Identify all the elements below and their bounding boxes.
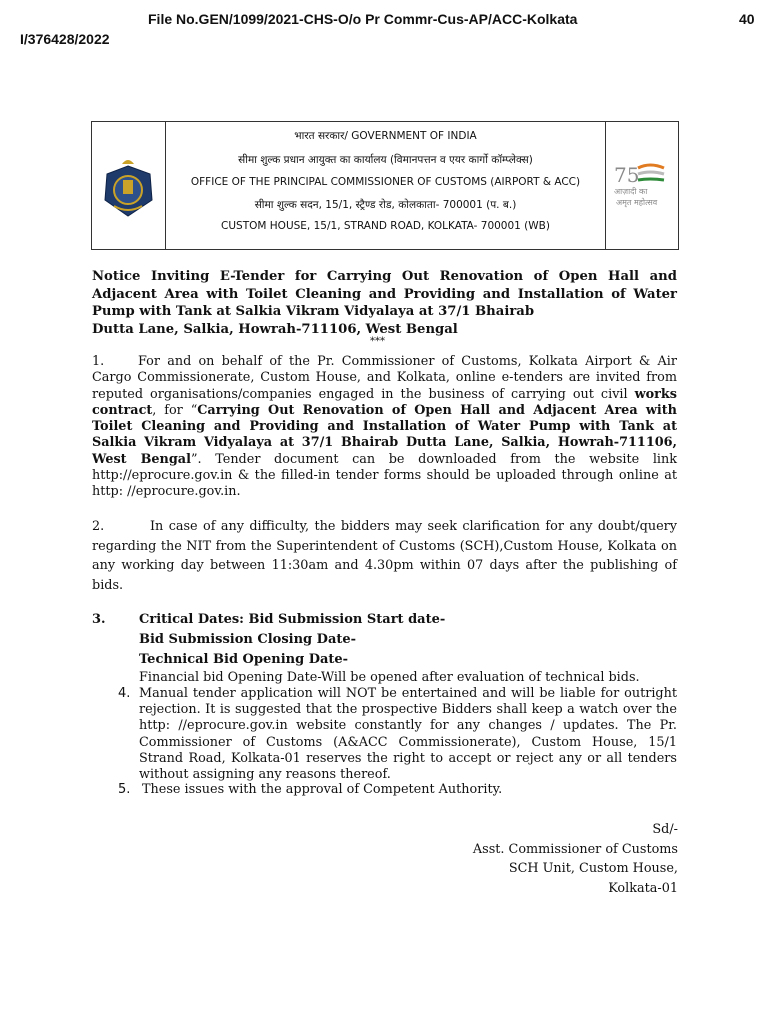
letterhead-line-govt: भारत सरकार/ GOVERNMENT OF INDIA xyxy=(294,130,477,142)
section-3-number: 3. xyxy=(92,612,106,627)
notice-title xyxy=(92,268,677,338)
item-4-text: Manual tender application will NOT be entertained and will be liable for outright rejection. It is suggested that the prospective Bidders shall keep a watch over the http: //eprocure.gov.in website constantly for any changes / updates. The Pr. Commissioner of Customs (A&ACC Commissionerate), Custom House, 15/1 Strand Road, Kolkata-01 reserves the right to accept or reject any or all tenders without assigning any reasons thereof. xyxy=(139,686,677,783)
letterhead-line-office-hindi: सीमा शुल्क प्रधान आयुक्त का कार्यालय (विमानपत्तन व एयर कार्गो कॉम्प्लेक्स) xyxy=(238,154,533,166)
paragraph-2-text: In case of any difficulty, the bidders may seek clarification for any doubt/query regarding the NIT from the Superintendent of Customs (SCH),Custom House, Kolkata on any working day between 11:30am and 4.30pm within 07 days after the publishing of bids. xyxy=(92,519,677,593)
azadi-logo-text-1: आज़ादी का xyxy=(614,187,648,196)
azadi-logo-cell xyxy=(605,122,678,249)
paragraph-1-text-c: , for “ xyxy=(152,402,198,418)
emblem-cell xyxy=(92,122,166,249)
paragraph-1-text-a: For and on behalf of the Pr. Commissioner of Customs, Kolkata Airport & Air Cargo Commissionerate, Custom House, and Kolkata, online e-tenders are invited from reputed organisations/companies engaged in the business of carrying out civil xyxy=(92,354,677,402)
customs-emblem-icon xyxy=(92,122,165,249)
letterhead-box xyxy=(91,121,679,250)
notice-title-main: Notice Inviting E-Tender for Carrying Out Renovation of Open Hall and Adjacent Area with Toilet Cleaning and Providing and Installation of Water Pump with Tank at Salkia Vikram Vidyalaya at 37/1 Bhairab xyxy=(92,269,677,319)
critical-dates-technical: Technical Bid Opening Date- xyxy=(139,652,349,667)
file-number: File No.GEN/1099/2021-CHS-O/o Pr Commr-Cus-AP/ACC-Kolkata xyxy=(148,11,578,27)
paragraph-1-number: 1. xyxy=(92,354,105,369)
critical-dates-financial: Financial bid Opening Date-Will be opened after evaluation of technical bids. xyxy=(139,670,640,685)
signature-city: Kolkata-01 xyxy=(608,881,678,897)
signature-unit: SCH Unit, Custom House, xyxy=(508,861,678,877)
paragraph-1-text-e: ”. Tender document can be downloaded from the website link http://eprocure.gov.in & the filled-in tender forms should be uploaded through online at http: //eprocure.gov.in. xyxy=(92,451,678,500)
item-5-number: 5. xyxy=(118,782,131,797)
letterhead-line-address: CUSTOM HOUSE, 15/1, STRAND ROAD, KOLKATA- 700001 (WB) xyxy=(221,220,550,232)
critical-dates-closing: Bid Submission Closing Date- xyxy=(139,632,357,647)
paragraph-2-number: 2. xyxy=(92,519,105,534)
paragraph-1 xyxy=(92,354,677,501)
azadi-logo-text-2: अमृत महोत्सव xyxy=(616,198,658,207)
critical-dates-start: Critical Dates: Bid Submission Start date- xyxy=(139,612,446,627)
letterhead-line-address-hindi: सीमा शुल्क सदन, 15/1, स्ट्रैण्ड रोड, कोलकाता- 700001 (प. ब.) xyxy=(254,199,517,211)
paragraph-1-work-title: Carrying Out Renovation of Open Hall and Adjacent Area with Toilet Cleaning and Providing and Installation of Water Pump with Tank at Salkia Vikram Vidyalaya at 37/1 Bhairab Dutta Lane, Salkia, Howrah-711106, West Bengal xyxy=(92,402,677,467)
azadi-ka-amrit-mahotsav-logo-icon xyxy=(606,122,678,249)
signature-block xyxy=(473,820,678,899)
paragraph-1-works-contract: works contract xyxy=(92,386,677,418)
item-5-text: These issues with the approval of Competent Authority. xyxy=(142,782,503,797)
separator-stars: *** xyxy=(370,336,385,347)
notice-title-last-line: Dutta Lane, Salkia, Howrah-711106, West Bengal xyxy=(92,321,458,337)
page-number: 40 xyxy=(739,11,755,27)
svg-text:75: 75 xyxy=(614,163,640,187)
signature-sd: Sd/- xyxy=(652,822,678,837)
item-4-number: 4. xyxy=(118,686,131,701)
letterhead-line-office: OFFICE OF THE PRINCIPAL COMMISSIONER OF CUSTOMS (AIRPORT & ACC) xyxy=(190,176,581,188)
paragraph-2 xyxy=(92,517,677,595)
document-id: I/376428/2022 xyxy=(20,31,110,47)
letterhead-text xyxy=(166,122,605,249)
signature-designation: Asst. Commissioner of Customs xyxy=(472,841,678,857)
